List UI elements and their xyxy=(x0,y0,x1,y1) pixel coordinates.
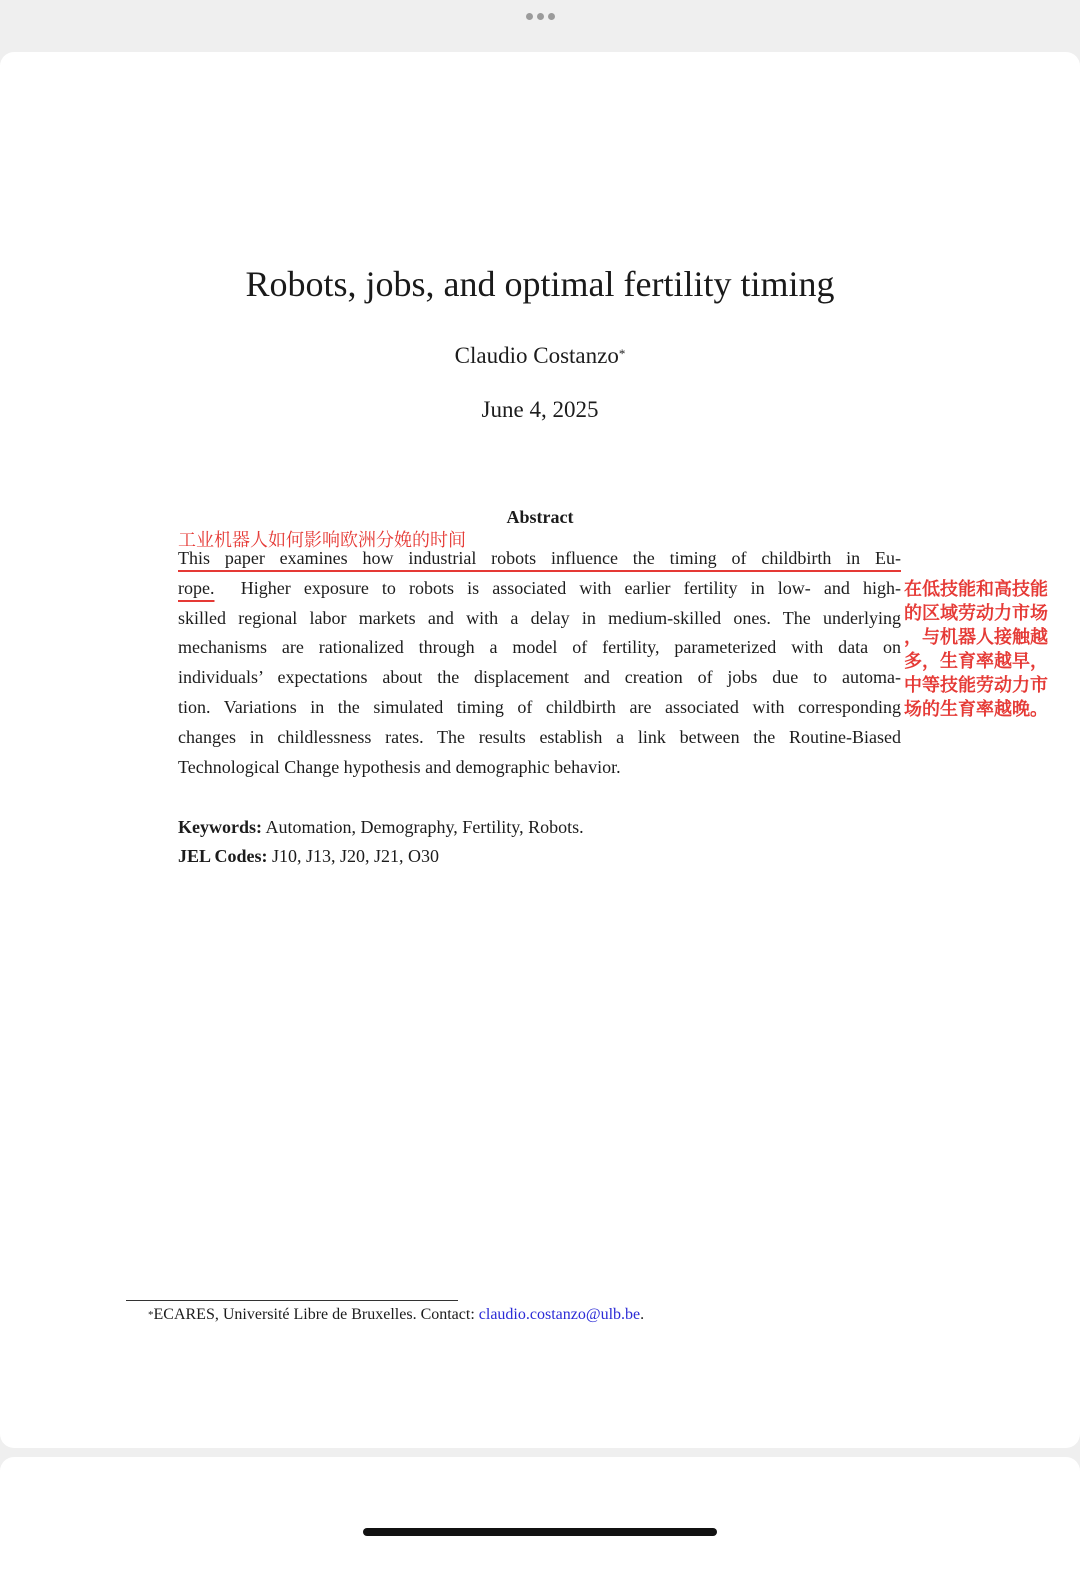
handwritten-annotation-top: 工业机器人如何影响欧洲分娩的时间 xyxy=(178,530,466,551)
abstract-underlined-fragment: rope. xyxy=(178,577,215,598)
jel-codes-label: JEL Codes: xyxy=(178,846,268,866)
author-email-link[interactable]: claudio.costanzo@ulb.be xyxy=(478,1306,641,1323)
annotation-line: 多，生育率越早， xyxy=(904,651,1048,672)
paper-date: June 4, 2025 xyxy=(481,397,599,422)
next-page xyxy=(0,1457,1080,1577)
annotation-line: ，与机器人接触越 xyxy=(904,627,1048,648)
handle-dot xyxy=(526,13,533,20)
abstract-line: tion. Variations in the simulated timing of childbirth are associated with corresponding xyxy=(178,696,901,717)
footnote-divider xyxy=(126,1300,458,1301)
footnote xyxy=(148,1304,644,1326)
abstract-line-remainder: Higher exposure to robots is associated with earlier fertility in low- and high- xyxy=(240,577,902,598)
paper-title: Robots, jobs, and optimal fertility timing xyxy=(245,264,835,304)
footnote-trailing: . xyxy=(640,1306,645,1323)
footnote-text: ECARES, Université Libre de Bruxelles. Contact: xyxy=(153,1306,475,1323)
keywords-value: Automation, Demography, Fertility, Robots. xyxy=(265,817,584,837)
author-footnote-mark[interactable]: * xyxy=(618,346,626,361)
abstract-line: This paper examines how industrial robots influence the timing of childbirth in Eu- xyxy=(178,548,901,568)
abstract-line: mechanisms are rationalized through a model of fertility, parameterized with data on xyxy=(178,637,901,658)
annotation-line: 中等技能劳动力市 xyxy=(904,675,1048,696)
window-drag-handle[interactable] xyxy=(0,10,1080,22)
keywords-block xyxy=(178,813,584,871)
annotation-line: 场的生育率越晚。 xyxy=(904,699,1048,720)
handwritten-annotation-side xyxy=(904,578,1070,722)
footnote-mark: * xyxy=(148,1309,154,1321)
jel-codes-row xyxy=(178,842,584,871)
handle-dot xyxy=(537,13,544,20)
paper-author xyxy=(0,341,1080,371)
keywords-label: Keywords: xyxy=(178,817,262,837)
jel-codes-value: J10, J13, J20, J21, O30 xyxy=(272,846,440,866)
author-name: Claudio Costanzo xyxy=(454,343,619,368)
abstract-line: changes in childlessness rates. The results establish a link between the Routine-Biased xyxy=(178,726,901,747)
abstract-heading: Abstract xyxy=(506,507,574,527)
abstract-line xyxy=(178,574,901,604)
annotation-line: 的区域劳动力市场 xyxy=(904,603,1048,624)
abstract-line: Technological Change hypothesis and demographic behavior. xyxy=(178,756,621,777)
abstract-line: skilled regional labor markets and with a delay in medium-skilled ones. The underlying xyxy=(178,607,901,628)
keywords-row xyxy=(178,813,584,842)
abstract-line: individuals’ expectations about the displacement and creation of jobs due to automa- xyxy=(178,667,901,688)
abstract-body xyxy=(178,544,901,782)
home-indicator[interactable] xyxy=(363,1528,717,1536)
annotation-line: 在低技能和高技能 xyxy=(904,579,1048,600)
handle-dot xyxy=(548,13,555,20)
